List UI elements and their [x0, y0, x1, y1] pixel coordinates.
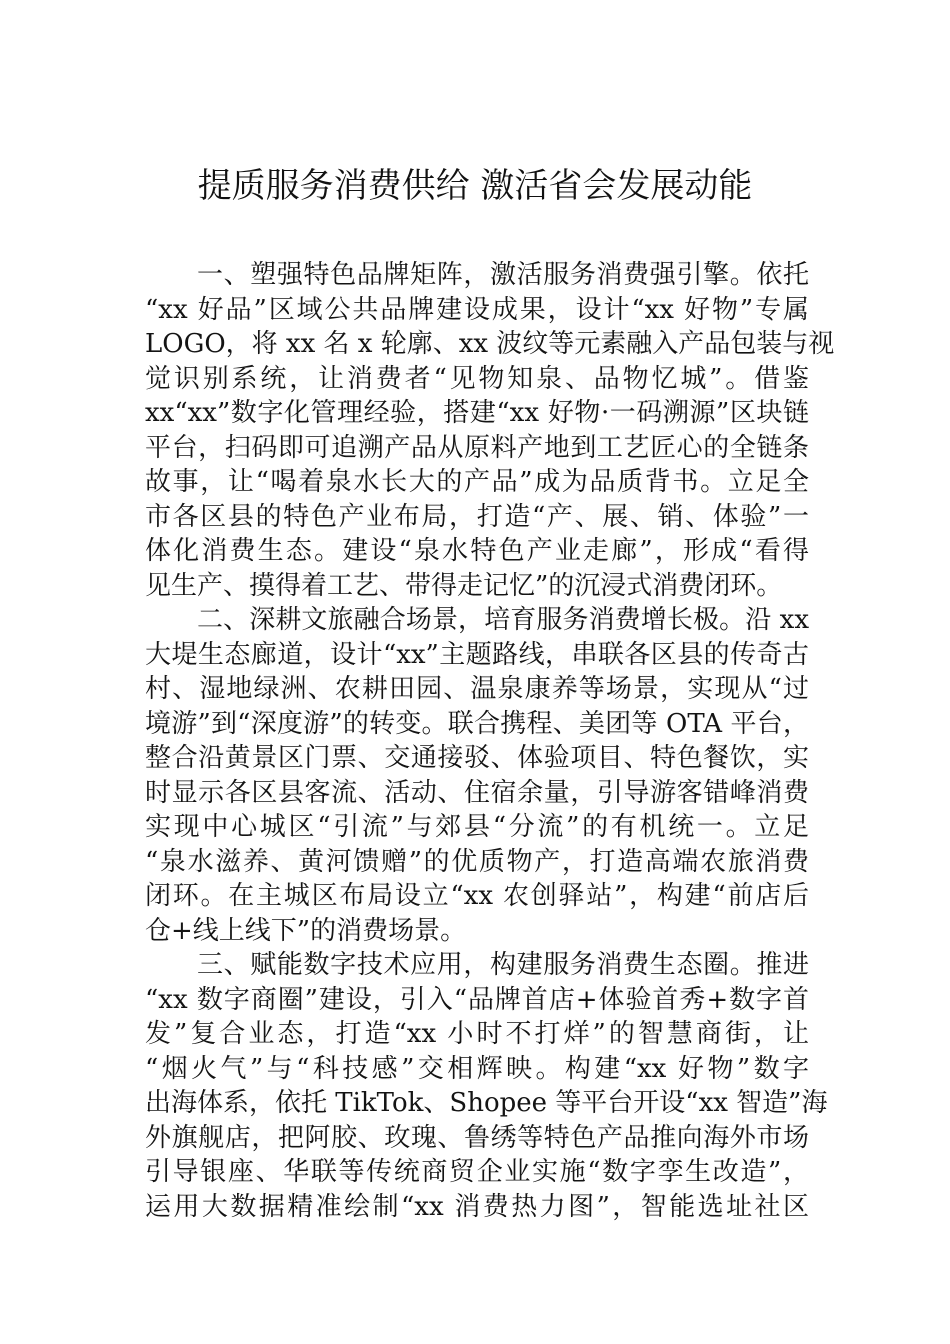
paragraph-1-line: 体化消费生态。建设“泉水特色产业走廊”，形成“看得: [145, 536, 809, 566]
paragraph-3-line: 三、赋能数字技术应用，构建服务消费生态圈。推进: [197, 950, 809, 980]
paragraph-2-line: 时显示各区县客流、活动、住宿余量，引导游客错峰消费: [145, 777, 809, 808]
paragraph-2-line: 闭环。在主城区布局设立“xx 农创驿站”，构建“前店后: [145, 881, 809, 911]
paragraph-3-line: 发”复合业态，打造“xx 小时不打烊”的智慧商街，让: [145, 1019, 809, 1049]
paragraph-3-line: 外旗舰店，把阿胶、玫瑰、鲁绣等特色产品推向海外市场: [145, 1122, 809, 1153]
paragraph-1-line: “xx 好品”区域公共品牌建设成果，设计“xx 好物”专属: [145, 294, 809, 325]
paragraph-1-line: 觉识别系统，让消费者“见物知泉、品物忆城”。借鉴: [145, 363, 809, 394]
paragraph-2-line: 二、深耕文旅融合场景，培育服务消费增长极。沿 xx: [197, 605, 809, 635]
paragraph-1-line: LOGO，将 xx 名 x 轮廓、xx 波纹等元素融入产品包装与视: [145, 329, 835, 359]
paragraph-1-line: 平台，扫码即可追溯产品从原料产地到工艺匠心的全链条: [145, 432, 809, 463]
paragraph-2-line: 实现中心城区“引流”与郊县“分流”的有机统一。立足: [145, 812, 809, 842]
paragraph-3-line: 运用大数据精准绘制“xx 消费热力图”，智能选址社区: [145, 1191, 809, 1222]
paragraph-2-line: 村、湿地绿洲、农耕田园、温泉康养等场景，实现从“过: [145, 674, 809, 704]
paragraph-3-line: “烟火气”与“科技感”交相辉映。构建“xx 好物”数字: [145, 1053, 809, 1084]
paragraph-2-line: 整合沿黄景区门票、交通接驳、体验项目、特色餐饮，实: [145, 743, 809, 773]
paragraph-1-line: 故事，让“喝着泉水长大的产品”成为品质背书。立足全: [145, 467, 809, 497]
paragraph-3-line: “xx 数字商圈”建设，引入“品牌首店+体验首秀+数字首: [145, 984, 809, 1015]
paragraph-1-line: 市各区县的特色产业布局，打造“产、展、销、体验”一: [145, 501, 809, 532]
paragraph-2-line: 境游”到“深度游”的转变。联合携程、美团等 OTA 平台，: [145, 708, 809, 739]
paragraph-1-line: 一、塑强特色品牌矩阵，激活服务消费强引擎。依托: [197, 260, 809, 290]
paragraph-3-line: 出海体系，依托 TikTok、Shopee 等平台开设“xx 智造”海: [145, 1088, 828, 1118]
paragraph-2-line: 仓+线上线下”的消费场景。: [145, 915, 467, 946]
document-body: [145, 258, 835, 1224]
document-title: 提质服务消费供给 激活省会发展动能: [197, 166, 753, 206]
paragraph-1-line: xx“xx”数字化管理经验，搭建“xx 好物·一码溯源”区块链: [145, 398, 809, 428]
paragraph-1-line: 见生产、摸得着工艺、带得走记忆”的沉浸式消费闭环。: [145, 570, 783, 601]
paragraph-2-line: “泉水滋养、黄河馈赠”的优质物产，打造高端农旅消费: [145, 846, 809, 877]
paragraph-2-line: 大堤生态廊道，设计“xx”主题路线，串联各区县的传奇古: [145, 639, 809, 670]
paragraph-3-line: 引导银座、华联等传统商贸企业实施“数字孪生改造”，: [145, 1157, 809, 1187]
